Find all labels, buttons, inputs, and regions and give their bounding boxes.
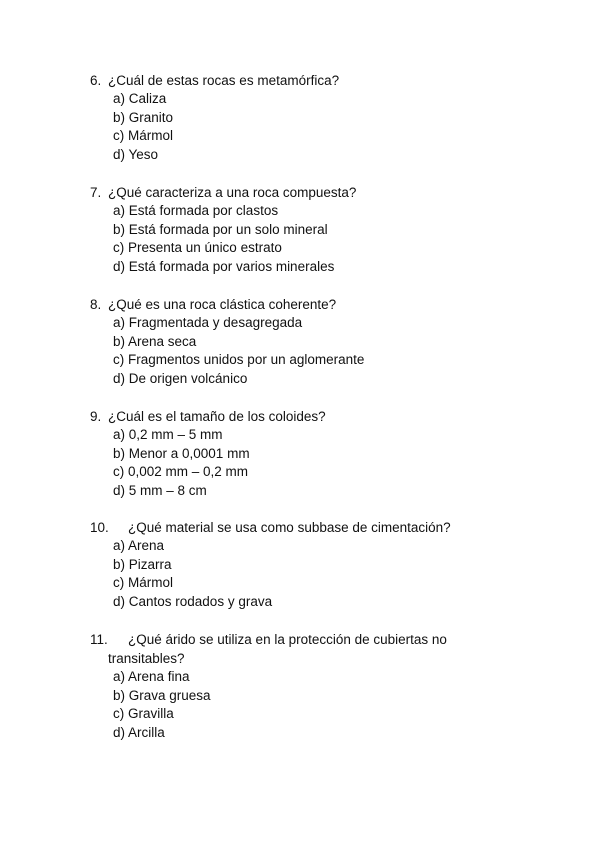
option-b: b) Arena seca xyxy=(113,333,197,349)
question-6 xyxy=(90,71,530,165)
option-a: a) Caliza xyxy=(113,91,167,106)
option-c: c) Presenta un único estrato xyxy=(113,240,282,256)
option-a: a) Arena fina xyxy=(113,669,190,684)
question-number: 8. xyxy=(90,297,102,312)
question-text-continued: transitables? xyxy=(108,651,185,666)
option-b: b) Grava gruesa xyxy=(113,687,211,703)
question-10-stem xyxy=(90,518,530,537)
question-number: 11. xyxy=(90,632,108,647)
question-text: ¿Qué es una roca clástica coherente? xyxy=(108,297,337,312)
option-d: d) 5 mm – 8 cm xyxy=(113,483,207,499)
question-10-options xyxy=(90,537,530,612)
option-d: d) Yeso xyxy=(113,147,159,163)
question-text: ¿Cuál de estas rocas es metamórfica? xyxy=(108,73,340,88)
option-d: d) Está formada por varios minerales xyxy=(113,259,335,275)
option-d: d) Arcilla xyxy=(113,725,165,741)
question-9-options xyxy=(90,426,530,501)
option-a: a) 0,2 mm – 5 mm xyxy=(113,427,223,442)
option-c: c) Mármol xyxy=(113,575,173,591)
option-d: d) De origen volcánico xyxy=(113,371,248,387)
question-8-stem xyxy=(90,295,530,314)
question-number: 10. xyxy=(90,520,109,535)
question-number: 6. xyxy=(90,73,102,88)
question-11 xyxy=(90,630,530,743)
question-text: ¿Qué material se usa como subbase de cimentación? xyxy=(128,520,451,535)
question-11-options xyxy=(90,668,530,743)
question-9 xyxy=(90,407,530,501)
question-6-options xyxy=(90,90,530,165)
option-b: b) Granito xyxy=(113,109,174,125)
question-number: 7. xyxy=(90,185,102,200)
question-text: ¿Cuál es el tamaño de los coloides? xyxy=(108,409,326,424)
option-c: c) Gravilla xyxy=(113,706,174,722)
question-8-options xyxy=(90,314,530,389)
question-8 xyxy=(90,295,530,389)
question-number: 9. xyxy=(90,409,102,424)
question-7-stem xyxy=(90,183,530,202)
option-a: a) Fragmentada y desagregada xyxy=(113,315,303,330)
question-text: ¿Qué caracteriza a una roca compuesta? xyxy=(108,185,357,200)
question-10 xyxy=(90,518,530,612)
question-text: ¿Qué árido se utiliza en la protección de cubiertas no xyxy=(128,632,447,647)
option-c: c) 0,002 mm – 0,2 mm xyxy=(113,464,249,480)
question-9-stem xyxy=(90,407,530,426)
option-c: c) Mármol xyxy=(113,128,173,144)
question-7-options xyxy=(90,202,530,277)
option-a: a) Está formada por clastos xyxy=(113,203,279,218)
option-b: b) Pizarra xyxy=(113,556,172,572)
option-b: b) Está formada por un solo mineral xyxy=(113,221,328,237)
question-11-stem xyxy=(90,630,530,649)
option-b: b) Menor a 0,0001 mm xyxy=(113,445,250,461)
option-a: a) Arena xyxy=(113,538,165,553)
question-6-stem xyxy=(90,71,530,90)
option-c: c) Fragmentos unidos por un aglomerante xyxy=(113,352,365,368)
option-d: d) Cantos rodados y grava xyxy=(113,594,273,610)
question-7 xyxy=(90,183,530,277)
